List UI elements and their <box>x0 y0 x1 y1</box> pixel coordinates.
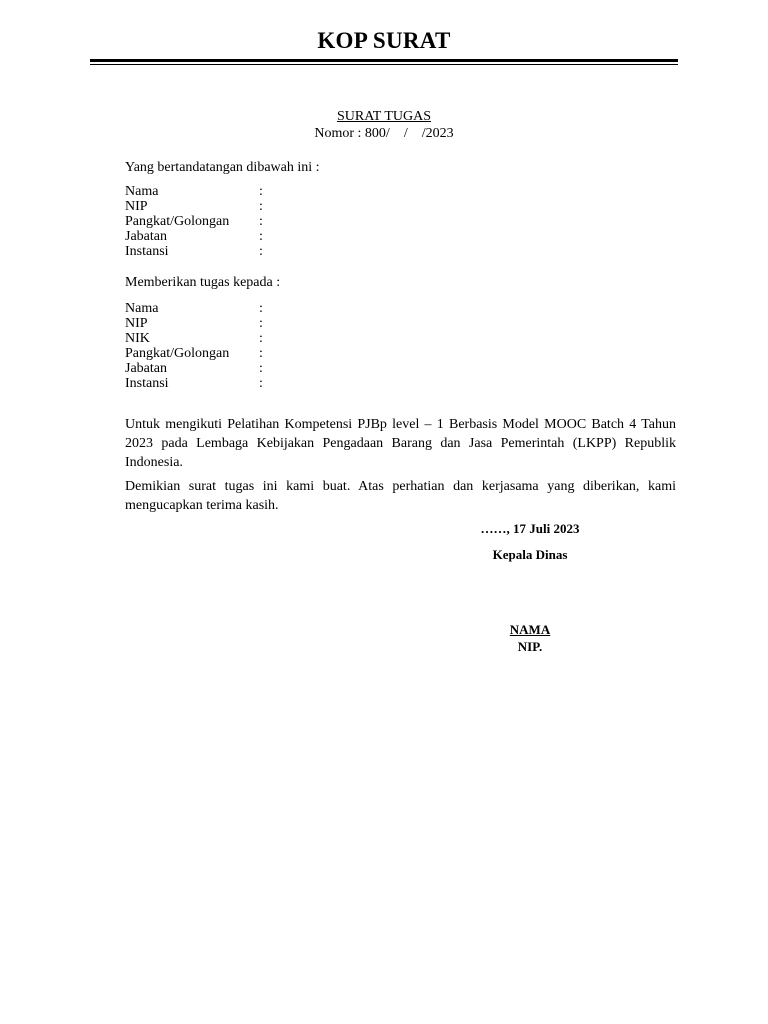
field-colon: : <box>259 184 263 199</box>
field-label: Jabatan <box>125 361 167 376</box>
field-label: Nama <box>125 184 159 199</box>
field-label: NIK <box>125 331 150 346</box>
document-title <box>0 108 768 125</box>
field-label: NIP <box>125 199 148 214</box>
purpose-paragraph: Untuk mengikuti Pelatihan Kompetensi PJBp level – 1 Berbasis Model MOOC Batch 4 Tahun 2023 pada Lembaga Kebijakan Pengadaan Barang dan Jasa Pemerintah (LKPP) Republik Indonesia. <box>125 417 676 470</box>
assignee-field-jabatan <box>125 361 325 376</box>
document-title-text: SURAT TUGAS <box>336 109 431 124</box>
field-colon: : <box>259 244 263 259</box>
field-label: Pangkat/Golongan <box>125 346 230 361</box>
field-label: Pangkat/Golongan <box>125 214 230 229</box>
signer-field-jabatan <box>125 229 325 244</box>
signature-name <box>420 622 640 638</box>
field-colon: : <box>259 199 263 214</box>
signature-nip: NIP. <box>517 639 543 654</box>
signature-name-text: NAMA <box>509 622 551 637</box>
assignee-field-nama <box>125 301 325 316</box>
field-colon: : <box>259 301 263 316</box>
assignee-field-pangkat <box>125 346 325 361</box>
letterhead-thick-rule <box>90 59 678 62</box>
signature-position: Kepala Dinas <box>492 547 568 562</box>
signer-field-nip <box>125 199 325 214</box>
field-label: Instansi <box>125 244 169 259</box>
signature-date: ……, 17 Juli 2023 <box>480 521 580 536</box>
field-colon: : <box>259 214 263 229</box>
signer-field-instansi <box>125 244 325 259</box>
field-colon: : <box>259 229 263 244</box>
signer-field-pangkat <box>125 214 325 229</box>
signer-intro: Yang bertandatangan dibawah ini : <box>125 160 320 175</box>
field-colon: : <box>259 376 263 391</box>
field-label: Nama <box>125 301 159 316</box>
assignee-intro: Memberikan tugas kepada : <box>125 275 281 290</box>
field-label: Instansi <box>125 376 169 391</box>
document-number: Nomor : 800/ / /2023 <box>314 126 454 141</box>
field-colon: : <box>259 346 263 361</box>
letterhead-title: KOP SURAT <box>317 28 451 53</box>
assignee-field-instansi <box>125 376 325 391</box>
field-colon: : <box>259 316 263 331</box>
letterhead-thin-rule <box>90 64 678 65</box>
field-colon: : <box>259 361 263 376</box>
field-label: NIP <box>125 316 148 331</box>
assignee-field-nik <box>125 331 325 346</box>
signer-field-nama <box>125 184 325 199</box>
field-colon: : <box>259 331 263 346</box>
field-label: Jabatan <box>125 229 167 244</box>
assignee-field-nip <box>125 316 325 331</box>
closing-paragraph: Demikian surat tugas ini kami buat. Atas perhatian dan kerjasama yang diberikan, kami mengucapkan terima kasih. <box>125 479 676 513</box>
